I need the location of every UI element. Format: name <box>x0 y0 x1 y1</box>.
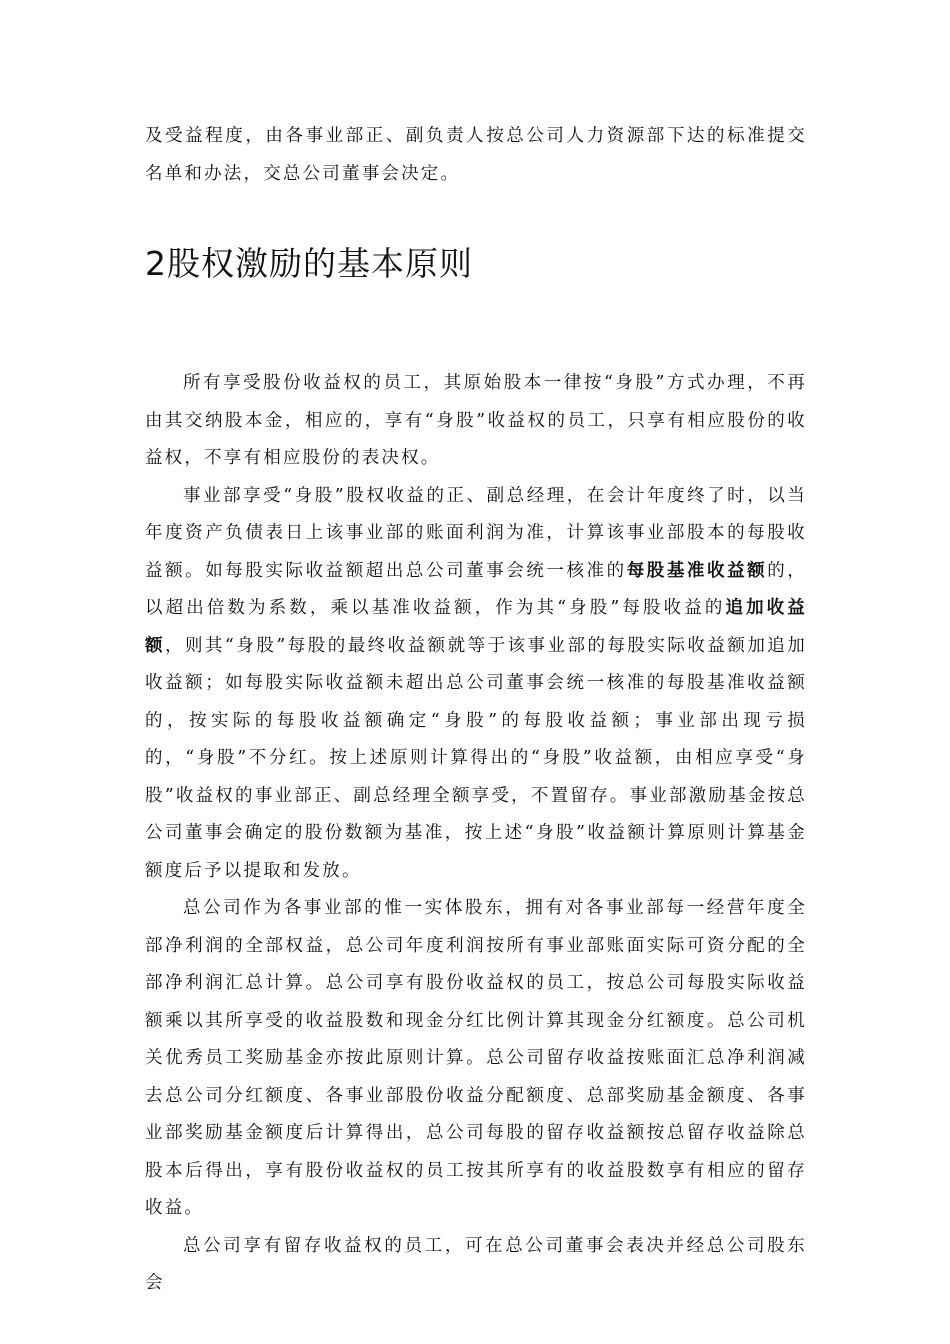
document-page <box>145 118 807 1303</box>
section-heading: 2股权激励的基本原则 <box>145 244 473 283</box>
term-additional-earnings: 追加收益额 <box>145 598 807 656</box>
paragraph-2 <box>145 478 807 891</box>
paragraph-3: 总公司作为各事业部的惟一实体股东，拥有对各事业部每一经营年度全部净利润的全部权益，总公司年度利润按所有事业部账面实际可资分配的全部净利润汇总计算。总公司享有股份收益权的员工，按总公司每股实际收益额乘以其所享受的收益股数和现金分红比例计算其现金分红额度。总公司机关优秀员工奖励基金亦按此原则计算。总公司留存收益按账面汇总净利润减去总公司分红额度、各事业部股份收益分配额度、总部奖励基金额度、各事业部奖励基金额度后计算得出，总公司每股的留存收益额按总留存收益除总股本后得出，享有股份收益权的员工按其所享有的收益股数享有相应的留存收益。 <box>145 898 807 1218</box>
paragraph-1: 所有享受股份收益权的员工，其原始股本一律按“身股”方式办理，不再由其交纳股本金，相应的，享有“身股”收益权的员工，只享有相应股份的收益权，不享有相应股份的表决权。 <box>145 373 807 468</box>
term-base-earnings: 每股基准收益额 <box>626 560 768 581</box>
continuation-paragraph: 及受益程度，由各事业部正、副负责人按总公司人力资源部下达的标准提交名单和办法，交总公司董事会决定。 <box>145 126 807 184</box>
paragraph-4: 总公司享有留存收益权的员工，可在总公司董事会表决并经总公司股东会 <box>145 1235 807 1293</box>
paragraph-2-part-c: 的，以超出倍数为系数，乘以基准收益额，作为其“身股”每股收益的 <box>145 560 807 618</box>
paragraph-2-part-a: 事业部享受“身股”股权收益的正、副总经理，在会计年度终了时，以当年度资产负债表日上该事业部的账面利润为准，计算该事业部股本的每股收益额。如每股实际收益额超出总公司董事会统一核准的 <box>145 485 807 581</box>
paragraph-2-part-e: ，则其“身股”每股的最终收益额就等于该事业部的每股实际收益额加追加收益额；如每股实际收益额未超出总公司董事会统一核准的每股基准收益额的，按实际的每股收益额确定“身股”的每股收益额；事业部出现亏损的，“身股”不分红。按上述原则计算得出的“身股”收益额，由相应享受“身股”收益权的事业部正、副总经理全额享受，不置留存。事业部激励基金按总公司董事会确定的股份数额为基准，按上述“身股”收益额计算原则计算基金额度后予以提取和发放。 <box>145 635 807 881</box>
section-spacer <box>145 291 807 365</box>
